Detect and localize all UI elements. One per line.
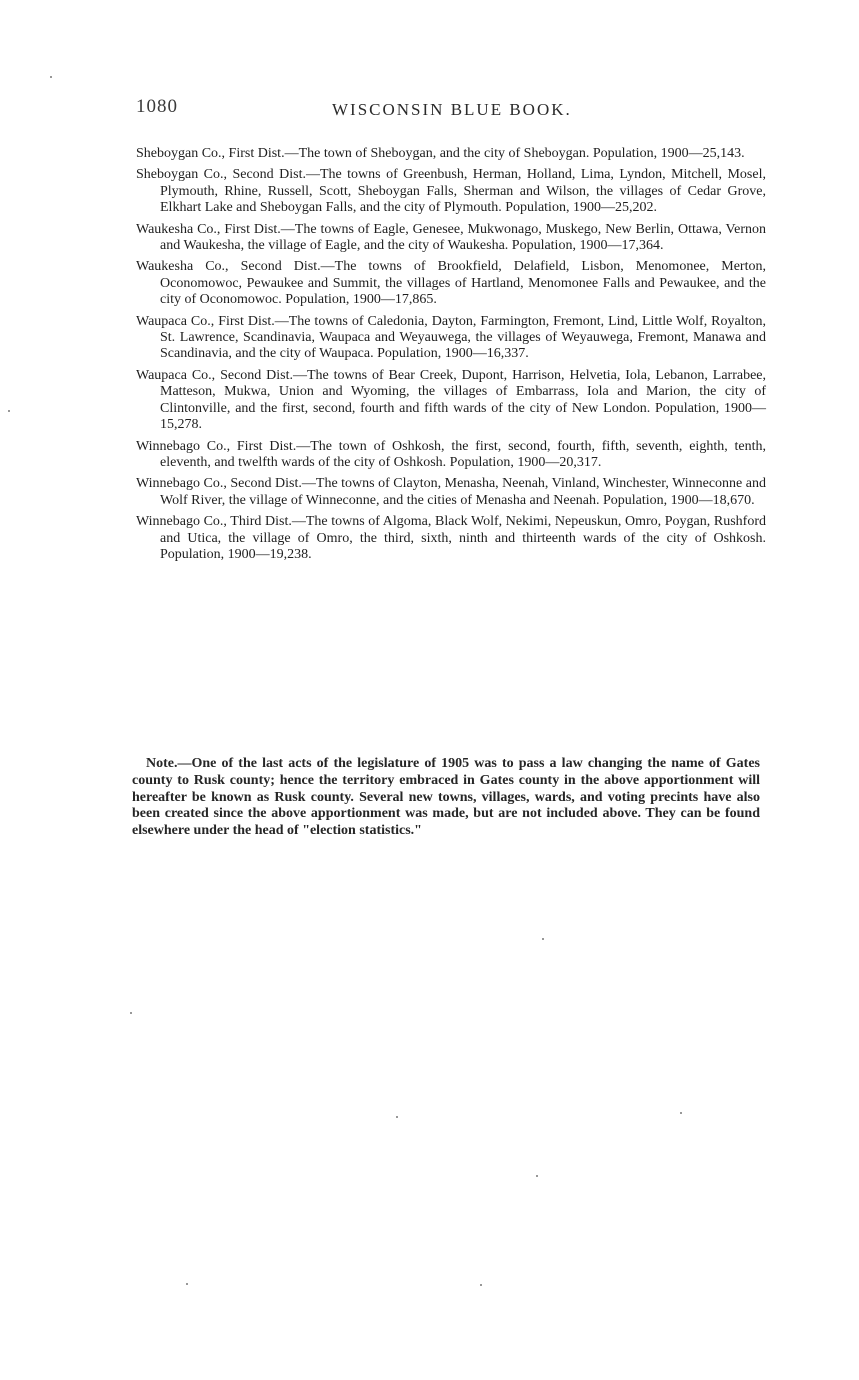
district-entry: Winnebago Co., Second Dist.—The towns of Clayton, Menasha, Neenah, Vinland, Winchester, Winneconne and Wolf River, the village of Winneconne, and the cities of Menasha and Neenah. Population, 1900—18,670.	[136, 476, 766, 508]
scan-speck	[396, 1116, 398, 1118]
scan-speck	[50, 76, 52, 78]
scan-speck	[542, 938, 544, 940]
note-paragraph: Note.—One of the last acts of the legislature of 1905 was to pass a law changing the name of Gates county to Rusk county; hence the territory embraced in Gates county in the above apportionment will hereafter be known as Rusk county. Several new towns, villages, wards, and voting precints have also been created since the above apportionment was made, but are not included above. They can be found elsewhere under the head of "election statistics."	[132, 756, 760, 839]
district-entry: Waukesha Co., Second Dist.—The towns of Brookfield, Delafield, Lisbon, Menomonee, Merton, Oconomowoc, Pewaukee and Summit, the villages of Hartland, Menomonee Falls and Pewaukee, and the city of Oconomowoc. Population, 1900—17,865.	[136, 259, 766, 308]
district-entry: Sheboygan Co., Second Dist.—The towns of Greenbush, Herman, Holland, Lima, Lyndon, Mitchell, Mosel, Plymouth, Rhine, Russell, Scott, Sheboygan Falls, Sherman and Wilson, the villages of Cedar Grove, Elkhart Lake and Sheboygan Falls, and the city of Plymouth. Population, 1900—25,202.	[136, 167, 766, 216]
running-title: WISCONSIN BLUE BOOK.	[332, 100, 572, 119]
scan-speck	[130, 1012, 132, 1014]
scan-speck	[480, 1284, 482, 1286]
district-entry: Waupaca Co., Second Dist.—The towns of Bear Creek, Dupont, Harrison, Helvetia, Iola, Lebanon, Larrabee, Matteson, Mukwa, Union and Wyoming, the villages of Embarrass, Iola and Marion, the city of Clintonville, and the first, second, fourth and fifth wards of the city of New London. Population, 1900—15,278.	[136, 367, 766, 433]
district-entries	[136, 146, 766, 568]
scan-speck	[8, 410, 10, 412]
scan-speck	[536, 1175, 538, 1177]
district-entry: Sheboygan Co., First Dist.—The town of Sheboygan, and the city of Sheboygan. Population, 1900—25,143.	[136, 146, 745, 161]
district-entry: Winnebago Co., Third Dist.—The towns of Algoma, Black Wolf, Nekimi, Nepeuskun, Omro, Poygan, Rushford and Utica, the village of Omro, the third, sixth, ninth and thirteenth wards of the city of Oshkosh. Population, 1900—19,238.	[136, 514, 766, 562]
page-number: 1080	[136, 96, 178, 117]
district-entry: Waukesha Co., First Dist.—The towns of Eagle, Genesee, Mukwonago, Muskego, New Berlin, Ottawa, Vernon and Waukesha, the village of Eagle, and the city of Waukesha. Population, 1900—17,364.	[136, 221, 766, 254]
scan-speck	[186, 1283, 188, 1285]
district-entry: Waupaca Co., First Dist.—The towns of Caledonia, Dayton, Farmington, Fremont, Lind, Little Wolf, Royalton, St. Lawrence, Scandinavia, Waupaca and Weyauwega, the villages of Weyauwega, Fremont, Manawa and Scandinavia, and the city of Waupaca. Population, 1900—16,337.	[136, 313, 766, 362]
district-entry: Winnebago Co., First Dist.—The town of Oshkosh, the first, second, fourth, fifth, seventh, eighth, tenth, eleventh, and twelfth wards of the city of Oshkosh. Population, 1900—20,317.	[136, 438, 766, 470]
scan-speck	[680, 1112, 682, 1114]
